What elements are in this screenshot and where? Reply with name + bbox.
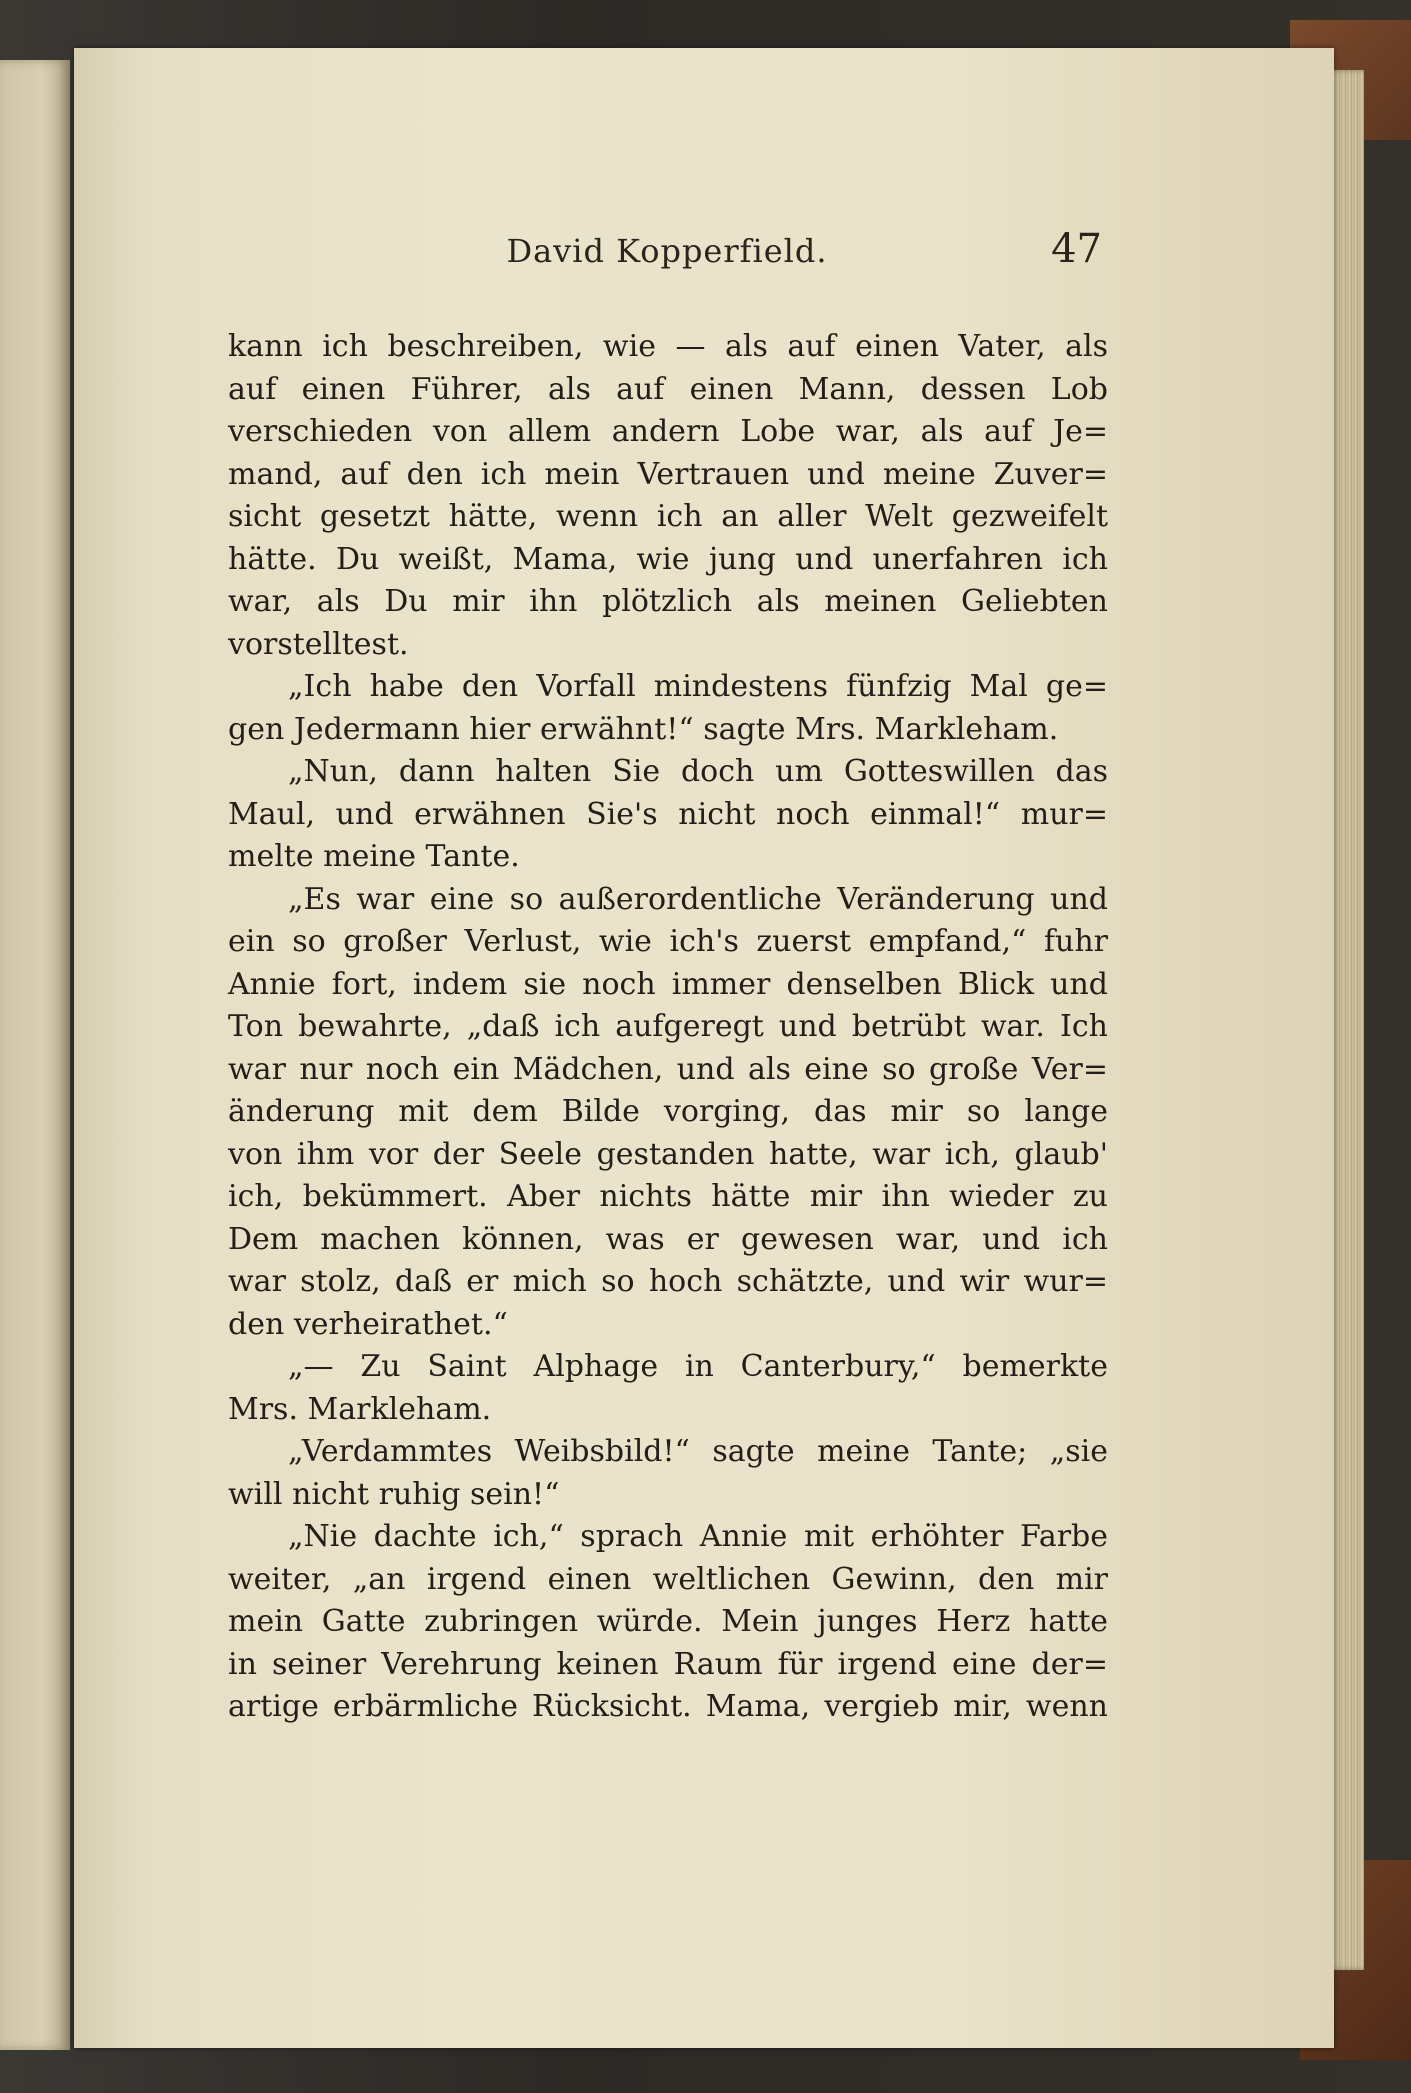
text-line: war nur noch ein Mädchen, und als eine so große Ver= — [228, 1051, 1108, 1087]
page-number: 47 — [1051, 226, 1102, 272]
text-line: artige erbärmliche Rücksicht. Mama, vergieb mir, wenn — [228, 1689, 1108, 1724]
text-line: war stolz, daß er mich so hoch schätzte, und wir wur= — [228, 1264, 1108, 1299]
text-line: „Ich habe den Vorfall mindestens fünfzig Mal ge= — [288, 669, 1108, 704]
text-line: melte meine Tante. — [228, 839, 520, 874]
text-line: Ton bewahrte, „daß ich aufgeregt und betrübt war. Ich — [228, 1009, 1108, 1044]
text-line: hätte. Du weißt, Mama, wie jung und unerfahren ich — [228, 541, 1108, 577]
text-line: Maul, und erwähnen Sie's nicht noch einmal!“ mur= — [228, 796, 1108, 832]
text-line: ich, bekümmert. Aber nichts hätte mir ihn wieder zu — [228, 1179, 1108, 1214]
body-text — [228, 326, 1108, 1729]
text-line: sicht gesetzt hätte, wenn ich an aller Welt gezweifelt — [228, 499, 1108, 534]
text-line: von ihm vor der Seele gestanden hatte, war ich, glaub' — [228, 1136, 1108, 1172]
text-line: Dem machen können, was er gewesen war, und ich — [228, 1221, 1108, 1257]
text-line: änderung mit dem Bilde vorging, das mir so lange — [228, 1094, 1108, 1129]
text-line: in seiner Verehrung keinen Raum für irgend eine der= — [228, 1646, 1108, 1682]
text-line: „Es war eine so außerordentliche Veränderung und — [288, 881, 1108, 917]
text-line: kann ich beschreiben, wie — als auf einen Vater, als — [228, 329, 1108, 364]
text-line: Annie fort, indem sie noch immer denselben Blick und — [228, 966, 1108, 1002]
text-line: „Nie dachte ich,“ sprach Annie mit erhöhter Farbe — [288, 1519, 1108, 1554]
text-line: „Nun, dann halten Sie doch um Gotteswillen das — [288, 754, 1108, 789]
text-line: vorstelltest. — [228, 626, 409, 662]
text-line: auf einen Führer, als auf einen Mann, dessen Lob — [228, 371, 1108, 407]
text-line: will nicht ruhig sein!“ — [228, 1476, 560, 1512]
text-line: „— Zu Saint Alphage in Canterbury,“ bemerkte — [288, 1349, 1108, 1384]
text-line: gen Jedermann hier erwähnt!“ sagte Mrs. Markleham. — [228, 711, 1059, 747]
text-line: den verheirathet.“ — [228, 1306, 508, 1342]
text-line: „Verdammtes Weibsbild!“ sagte meine Tante; „sie — [288, 1434, 1108, 1469]
text-line: weiter, „an irgend einen weltlichen Gewinn, den mir — [228, 1561, 1108, 1597]
text-line: mand, auf den ich mein Vertrauen und meine Zuver= — [228, 456, 1108, 492]
page-header — [232, 226, 1102, 286]
text-line: verschieden von allem andern Lobe war, als auf Je= — [228, 414, 1108, 449]
facing-page-edge — [0, 60, 70, 2050]
text-line: war, als Du mir ihn plötzlich als meinen Geliebten — [228, 584, 1108, 619]
running-title: David Kopperfield. — [506, 232, 828, 270]
text-line: mein Gatte zubringen würde. Mein junges Herz hatte — [228, 1604, 1108, 1639]
text-line: Mrs. Markleham. — [228, 1391, 492, 1427]
text-line: ein so großer Verlust, wie ich's zuerst empfand,“ fuhr — [228, 924, 1108, 959]
